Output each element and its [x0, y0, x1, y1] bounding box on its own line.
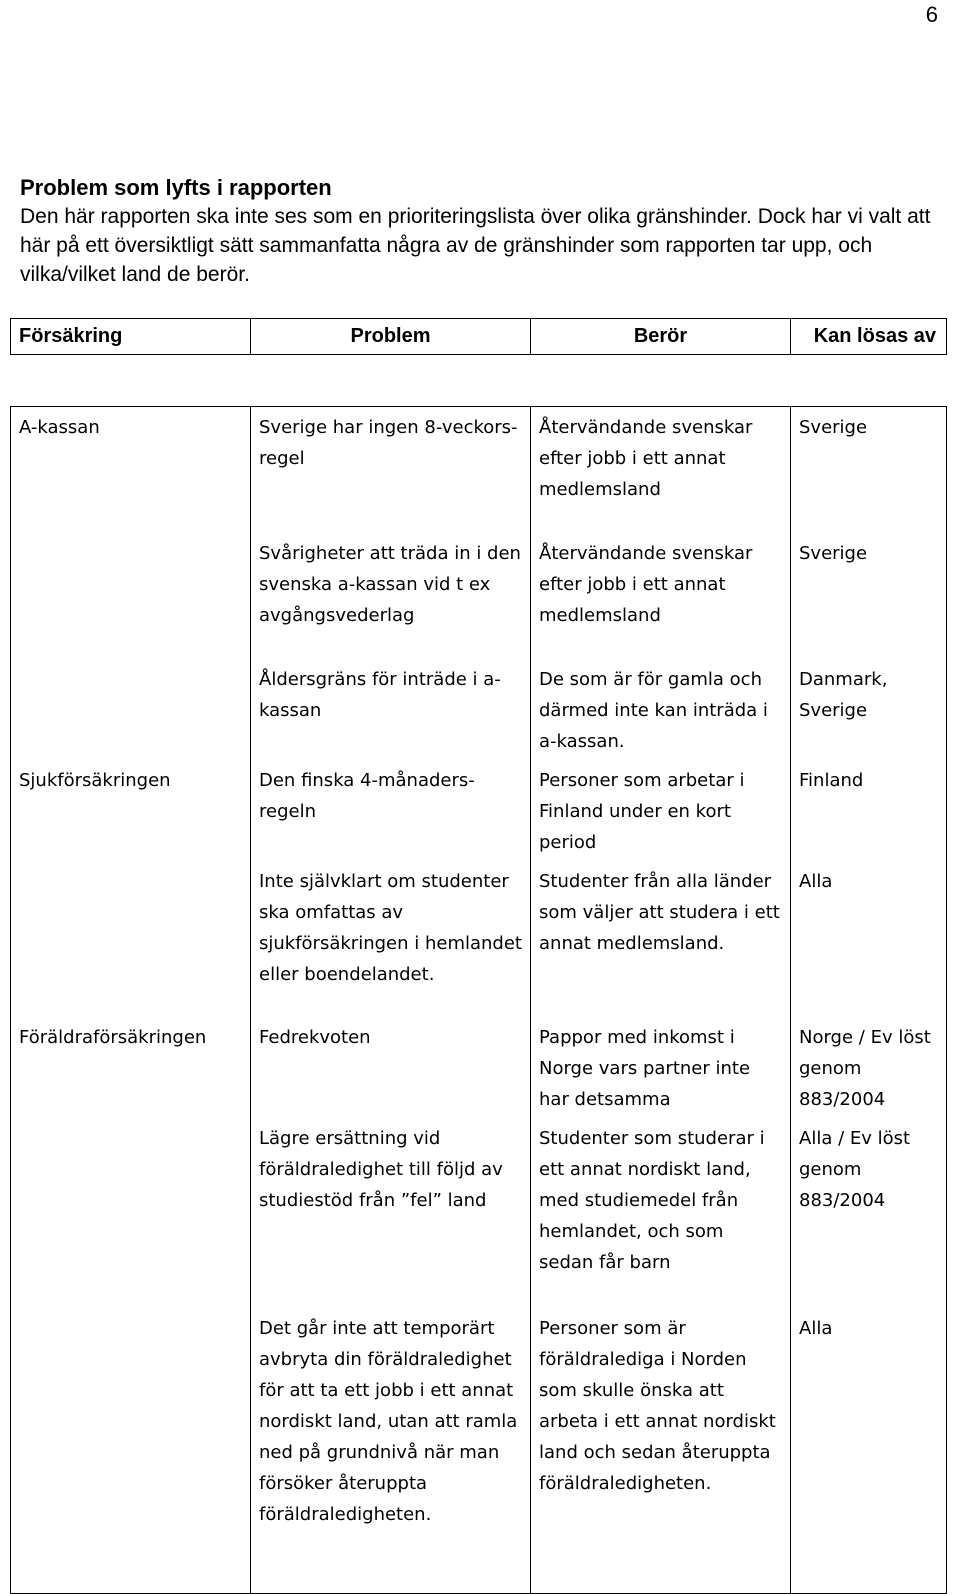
- cell-solved-by: Sverige: [791, 533, 947, 659]
- cell-problem: Den finska 4-månaders-regeln: [251, 760, 531, 861]
- table-row: [11, 861, 947, 1017]
- cell-problem: Inte självklart om studenter ska omfattas av sjukförsäkringen i hemlandet eller boendelandet.: [251, 861, 531, 1017]
- header-insurance: Försäkring: [11, 319, 251, 355]
- table-row: [11, 760, 947, 861]
- cell-affects: Pappor med inkomst i Norge vars partner inte har detsamma: [531, 1017, 791, 1118]
- cell-affects: Personer som är föräldralediga i Norden som skulle önska att arbeta i ett annat nordiskt land och sedan återuppta föräldraledigheten.: [531, 1308, 791, 1594]
- cell-insurance: A-kassan: [11, 407, 251, 533]
- problems-table: [10, 406, 947, 1594]
- cell-insurance: Föräldraförsäkringen: [11, 1017, 251, 1118]
- cell-solved-by: Sverige: [791, 407, 947, 533]
- cell-solved-by: Norge / Ev löst genom 883/2004: [791, 1017, 947, 1118]
- cell-solved-by: Alla: [791, 861, 947, 1017]
- cell-problem: Åldersgräns för inträde i a-kassan: [251, 659, 531, 760]
- cell-affects: Återvändande svenskar efter jobb i ett annat medlemsland: [531, 407, 791, 533]
- cell-affects: De som är för gamla och därmed inte kan inträda i a-kassan.: [531, 659, 791, 760]
- cell-solved-by: Finland: [791, 760, 947, 861]
- cell-problem: Fedrekvoten: [251, 1017, 531, 1118]
- cell-insurance: [11, 533, 251, 659]
- cell-problem: Det går inte att temporärt avbryta din föräldraledighet för att ta ett jobb i ett annat nordiskt land, utan att ramla ned på grundnivå när man försöker återuppta föräldraledigheten.: [251, 1308, 531, 1594]
- section-intro: Den här rapporten ska inte ses som en prioriteringslista över olika gränshinder. Dock har vi valt att här på ett översiktligt sätt sammanfatta några av de gränshinder som rapporten tar upp, och vilka/vilket land de berör.: [20, 205, 931, 286]
- table-row: [11, 1308, 947, 1594]
- table-row: [11, 1118, 947, 1308]
- cell-affects: Studenter från alla länder som väljer att studera i ett annat medlemsland.: [531, 861, 791, 1017]
- table-row: [11, 659, 947, 760]
- header-problem: Problem: [251, 319, 531, 355]
- table-row: [11, 407, 947, 533]
- page-number: 6: [925, 2, 938, 27]
- cell-affects: Återvändande svenskar efter jobb i ett annat medlemsland: [531, 533, 791, 659]
- table-row: [11, 533, 947, 659]
- section-heading: Problem som lyfts i rapporten: [20, 175, 332, 200]
- cell-solved-by: Alla: [791, 1308, 947, 1594]
- cell-insurance: Sjukförsäkringen: [11, 760, 251, 861]
- table-header: [10, 318, 947, 355]
- cell-affects: Studenter som studerar i ett annat nordiskt land, med studiemedel från hemlandet, och som sedan får barn: [531, 1118, 791, 1308]
- header-solved-by: Kan lösas av: [791, 319, 947, 355]
- cell-solved-by: Danmark, Sverige: [791, 659, 947, 760]
- header-affects: Berör: [531, 319, 791, 355]
- cell-problem: Lägre ersättning vid föräldraledighet till följd av studiestöd från ”fel” land: [251, 1118, 531, 1308]
- cell-insurance: [11, 861, 251, 1017]
- cell-insurance: [11, 1118, 251, 1308]
- cell-solved-by: Alla / Ev löst genom 883/2004: [791, 1118, 947, 1308]
- cell-insurance: [11, 1308, 251, 1594]
- report-problems-section: [20, 174, 940, 289]
- cell-affects: Personer som arbetar i Finland under en kort period: [531, 760, 791, 861]
- cell-insurance: [11, 659, 251, 760]
- cell-problem: Svårigheter att träda in i den svenska a-kassan vid t ex avgångsvederlag: [251, 533, 531, 659]
- cell-problem: Sverige har ingen 8-veckors-regel: [251, 407, 531, 533]
- table-row: [11, 1017, 947, 1118]
